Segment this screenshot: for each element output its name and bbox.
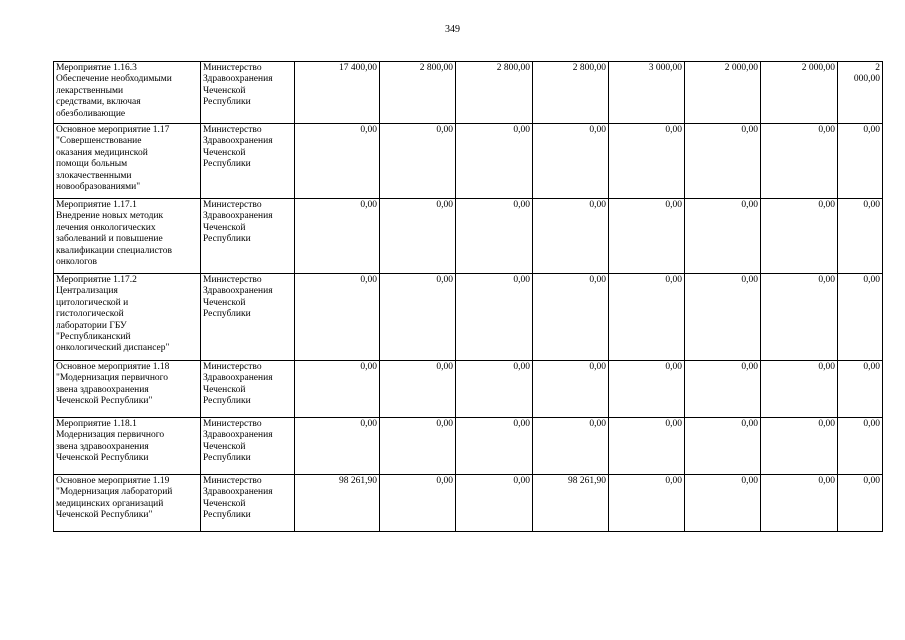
amount-cell: 17 400,00 [295,62,380,124]
amount-cell: 3 000,00 [609,62,685,124]
amount-cell: 0,00 [609,199,685,274]
amount-cell: 0,00 [456,361,533,418]
amount-cell: 0,00 [761,199,838,274]
amount-cell: 0,00 [380,124,456,199]
amount-cell: 0,00 [761,124,838,199]
amount-cell: 0,00 [761,361,838,418]
amount-cell: 0,00 [533,361,609,418]
amount-cell: 0,00 [533,199,609,274]
amount-cell: 0,00 [761,274,838,361]
amount-cell: 0,00 [838,418,883,475]
amount-cell: 0,00 [609,475,685,532]
amount-cell: 0,00 [838,124,883,199]
event-name-cell: Основное мероприятие 1.18 "Модернизация первичного звена здравоохранения Чеченской Республики" [54,361,201,418]
amount-cell: 0,00 [380,418,456,475]
table-row [54,124,883,199]
amount-cell: 0,00 [685,418,761,475]
amount-cell: 0,00 [685,274,761,361]
executor-cell: Министерство Здравоохранения Чеченской Республики [201,124,295,199]
table-body [54,62,883,532]
amount-cell: 0,00 [761,475,838,532]
amount-cell: 0,00 [838,361,883,418]
amount-cell: 0,00 [838,199,883,274]
amount-cell: 0,00 [609,274,685,361]
executor-cell: Министерство Здравоохранения Чеченской Республики [201,62,295,124]
executor-cell: Министерство Здравоохранения Чеченской Республики [201,361,295,418]
amount-cell: 0,00 [838,274,883,361]
amount-cell: 0,00 [380,199,456,274]
amount-cell: 0,00 [761,418,838,475]
amount-cell: 0,00 [295,199,380,274]
amount-cell: 0,00 [456,199,533,274]
amount-cell: 0,00 [609,418,685,475]
amount-cell: 2 800,00 [456,62,533,124]
event-name-cell: Основное мероприятие 1.19 "Модернизация лабораторий медицинских организаций Чеченской Республики" [54,475,201,532]
amount-cell: 2 800,00 [380,62,456,124]
event-name-cell: Мероприятие 1.17.1 Внедрение новых методик лечения онкологических заболеваний и повышение квалификации специалистов онкологов [54,199,201,274]
amount-cell: 0,00 [685,199,761,274]
amount-cell: 0,00 [533,124,609,199]
amount-cell: 98 261,90 [295,475,380,532]
amount-cell: 0,00 [380,475,456,532]
event-name-cell: Мероприятие 1.18.1 Модернизация первичного звена здравоохранения Чеченской Республики [54,418,201,475]
amount-cell: 0,00 [295,124,380,199]
table-row [54,475,883,532]
executor-cell: Министерство Здравоохранения Чеченской Республики [201,418,295,475]
amount-cell: 0,00 [685,361,761,418]
amount-cell: 0,00 [609,124,685,199]
executor-cell: Министерство Здравоохранения Чеченской Республики [201,274,295,361]
table-row [54,274,883,361]
amount-cell: 98 261,90 [533,475,609,532]
amount-cell: 0,00 [295,274,380,361]
amount-cell: 0,00 [609,361,685,418]
event-name-cell: Мероприятие 1.17.2 Централизация цитологической и гистологической лаборатории ГБУ "Республиканский онкологический диспансер" [54,274,201,361]
amount-cell: 0,00 [456,274,533,361]
event-name-cell: Мероприятие 1.16.3 Обеспечение необходимыми лекарственными средствами, включая обезболивающие [54,62,201,124]
table-row [54,199,883,274]
amount-cell: 0,00 [380,361,456,418]
amount-cell: 2 000,00 [838,62,883,124]
amount-cell: 0,00 [533,274,609,361]
table-row [54,62,883,124]
amount-cell: 0,00 [295,361,380,418]
table-row [54,361,883,418]
amount-cell: 0,00 [456,418,533,475]
amount-cell: 0,00 [456,124,533,199]
amount-cell: 0,00 [380,274,456,361]
table-row [54,418,883,475]
executor-cell: Министерство Здравоохранения Чеченской Республики [201,475,295,532]
amount-cell: 0,00 [456,475,533,532]
event-name-cell: Основное мероприятие 1.17 "Совершенствование оказания медицинской помощи больным злокачественными новообразованиями" [54,124,201,199]
amount-cell: 0,00 [685,475,761,532]
budget-table [53,61,883,532]
amount-cell: 2 000,00 [685,62,761,124]
page-number: 349 [445,24,460,35]
amount-cell: 2 800,00 [533,62,609,124]
amount-cell: 0,00 [295,418,380,475]
amount-cell: 0,00 [838,475,883,532]
amount-cell: 0,00 [685,124,761,199]
amount-cell: 0,00 [533,418,609,475]
executor-cell: Министерство Здравоохранения Чеченской Республики [201,199,295,274]
amount-cell: 2 000,00 [761,62,838,124]
